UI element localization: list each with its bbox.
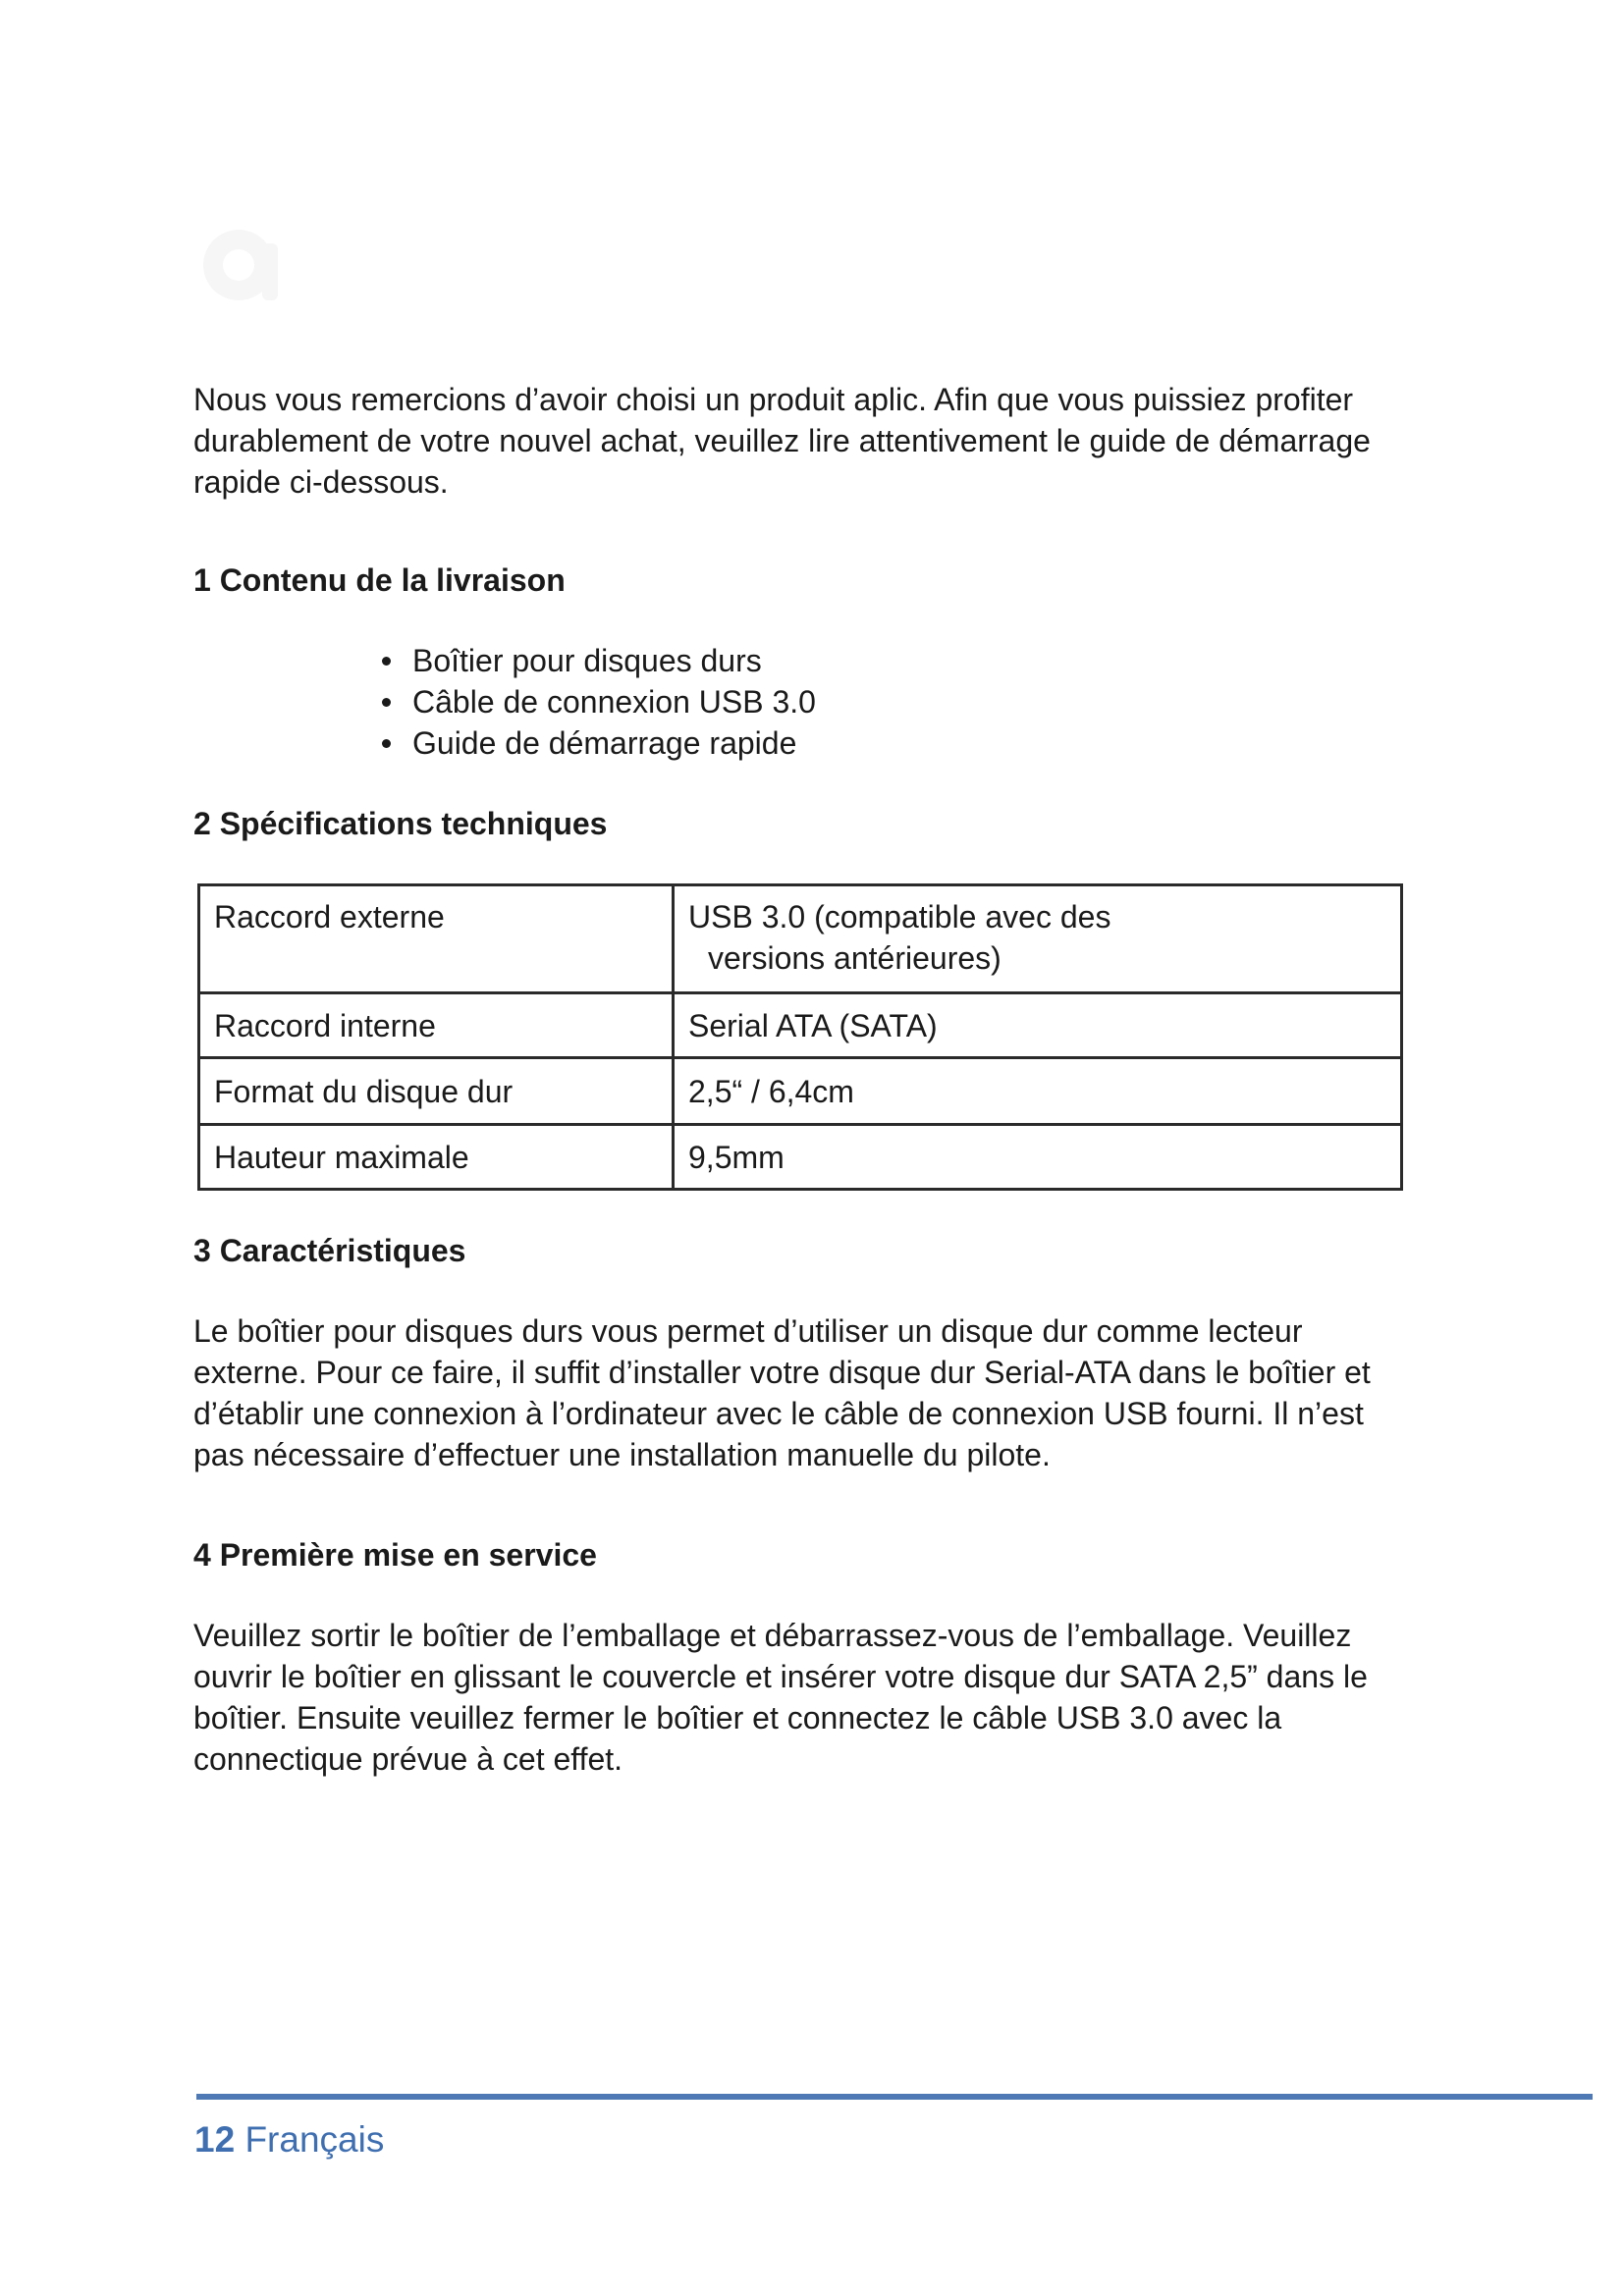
spec-label: Raccord externe <box>199 885 674 993</box>
page-content <box>193 379 1421 1780</box>
section1-heading: 1 Contenu de la livraison <box>193 562 566 598</box>
section4-heading: 4 Première mise en service <box>193 1537 597 1573</box>
spec-label: Format du disque dur <box>199 1058 674 1125</box>
spec-value: Serial ATA (SATA) <box>674 993 1402 1058</box>
spec-value: 2,5“ / 6,4cm <box>674 1058 1402 1125</box>
table-row <box>199 993 1402 1058</box>
list-item: Guide de démarrage rapide <box>193 722 1421 764</box>
features-paragraph: Le boîtier pour disques durs vous permet d’utiliser un disque dur comme lecteur externe. Pour ce faire, il suffit d’installer votre disque dur Serial-ATA dans le boîtier et d’établir une connexion à l’ordinateur avec le câble de connexion USB fourni. Il n’est pas nécessaire d’effectuer une installation manuelle du pilote. <box>193 1313 1371 1472</box>
spec-value: USB 3.0 (compatible avec des versions antérieures) <box>674 885 1402 993</box>
brand-logo-watermark <box>191 214 290 312</box>
spec-label: Raccord interne <box>199 993 674 1058</box>
table-row <box>199 885 1402 993</box>
section2-heading: 2 Spécifications techniques <box>193 806 608 841</box>
first-use-paragraph: Veuillez sortir le boîtier de l’emballage et débarrassez-vous de l’emballage. Veuillez ouvrir le boîtier en glissant le couvercle et insérer votre disque dur SATA 2,5” dans le boîtier. Ensuite veuillez fermer le boîtier et connectez le câble USB 3.0 avec la connectique prévue à cet effet. <box>193 1618 1368 1777</box>
table-row <box>199 1125 1402 1190</box>
list-item: Boîtier pour disques durs <box>193 640 1421 681</box>
delivery-contents-list <box>193 640 1421 764</box>
page-number: 12 <box>194 2119 236 2160</box>
intro-paragraph: Nous vous remercions d’avoir choisi un produit aplic. Afin que vous puissiez profiter durablement de votre nouvel achat, veuillez lire attentivement le guide de démarrage rapide ci-dessous. <box>193 382 1371 500</box>
section3-heading: 3 Caractéristiques <box>193 1233 466 1268</box>
table-row <box>199 1058 1402 1125</box>
spec-label: Hauteur maximale <box>199 1125 674 1190</box>
specifications-table <box>197 883 1403 1191</box>
list-item: Câble de connexion USB 3.0 <box>193 681 1421 722</box>
footer-language: Français <box>244 2119 385 2160</box>
page-footer <box>194 2115 384 2164</box>
spec-value: 9,5mm <box>674 1125 1402 1190</box>
footer-divider <box>196 2094 1593 2100</box>
